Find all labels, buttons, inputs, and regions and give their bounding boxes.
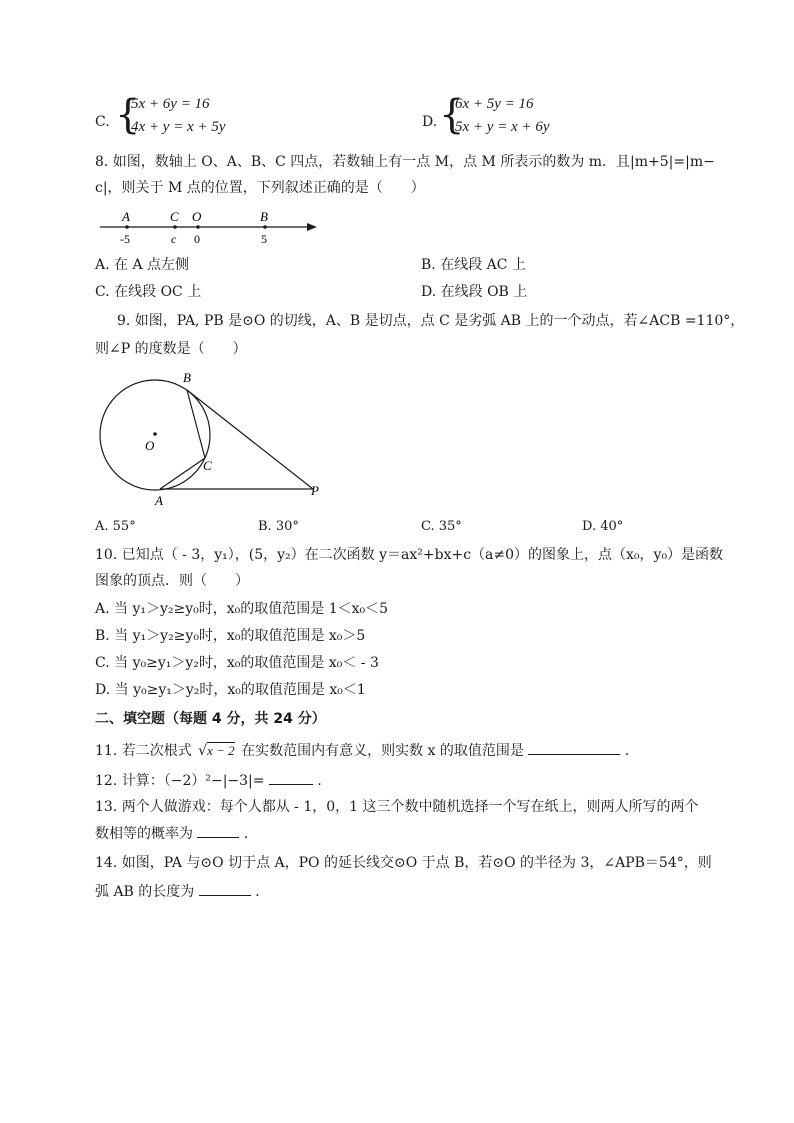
q14-end: ． [255, 884, 270, 900]
q10-stem-line2: 图象的顶点．则（ ） [95, 573, 249, 589]
brace-symbol: { [115, 92, 141, 138]
q11-pre: 11. 若二次根式 [95, 743, 192, 759]
q13-line2 [95, 823, 258, 844]
label-a: A [122, 209, 130, 224]
q13-end: ． [243, 826, 258, 842]
label-o: O [145, 438, 155, 453]
q10-stem-line1: 10. 已知点（ - 3，y₁），(5，y₂）在二次函数 y＝ax²+bx+c（a≠0）的图象上，点（x₀，y₀）是函数 [95, 547, 724, 563]
q9-option-a: A. 55° [95, 519, 136, 534]
q14-answer-blank[interactable] [199, 881, 251, 896]
q10-option-c: C. 当 y₀≥y₁＞y₂时，x₀的取值范围是 x₀＜ - 3 [95, 655, 379, 671]
q8-option-b: B. 在线段 AC 上 [421, 257, 526, 273]
label-b: B [183, 370, 191, 385]
q8-option-a: A. 在 A 点左侧 [95, 257, 190, 273]
chord-ca [160, 458, 205, 489]
q7-option-c-system [115, 92, 255, 140]
point-o-dot [196, 225, 200, 229]
point-c-dot [173, 225, 177, 229]
q10-option-d: D. 当 y₀≥y₁＞y₂时，x₀的取值范围是 x₀＜1 [95, 682, 366, 698]
label-a: A [155, 493, 163, 508]
q14-line2 [95, 881, 269, 902]
q7-option-c-eq2: 4x + y = x + 5y [131, 119, 226, 135]
q7-option-d-label: D. [422, 114, 438, 130]
q7-option-d-system [439, 92, 579, 140]
q12-text: 12. 计算：（−2）²−|−3|= [95, 773, 265, 789]
q8-option-d: D. 在线段 OB 上 [421, 284, 528, 300]
q9-stem-line2: 则∠P 的度数是（ ） [95, 341, 247, 357]
q9-option-d: D. 40° [582, 519, 624, 534]
sqrt-icon: √ [198, 743, 208, 759]
q7-option-c-label: C. [95, 114, 110, 130]
q12-end: ． [317, 773, 332, 789]
section-fill-in-heading: 二、填空题（每题 4 分，共 24 分） [95, 711, 326, 727]
q9-option-c: C. 35° [421, 519, 462, 534]
chord-bc [187, 390, 205, 458]
q12-line [95, 770, 331, 791]
q7-option-c-eq1: 5x + 6y = 16 [131, 96, 210, 112]
q14-stem-line1: 14. 如图，PA 与⊙O 切于点 A，PO 的延长线交⊙O 于点 B，若⊙O 的半径为 3，∠APB＝54°，则 [95, 855, 712, 871]
q7-option-d-eq2: 5x + y = x + 6y [455, 119, 550, 135]
label-b: B [260, 209, 268, 224]
q13-text: 数相等的概率为 [95, 826, 193, 842]
q14-text: 弧 AB 的长度为 [95, 884, 195, 900]
center-dot [153, 432, 157, 436]
q11-sqrt [198, 741, 234, 761]
label-o: O [192, 209, 202, 224]
value-a: -5 [120, 232, 130, 246]
q8-option-c: C. 在线段 OC 上 [95, 284, 202, 300]
value-b: 5 [261, 232, 267, 246]
q7-option-d-eq1: 6x + 5y = 16 [455, 96, 534, 112]
q13-stem-line1: 13. 两个人做游戏：每个人都从 - 1，0，1 这三个数中随机选择一个写在纸上，则两人所写的两个 [95, 799, 699, 815]
tangent-pb [187, 390, 313, 489]
value-o: 0 [194, 232, 200, 246]
q8-stem-line2: c|，则关于 M 点的位置，下列叙述正确的是（ ） [95, 180, 425, 196]
q12-answer-blank[interactable] [269, 770, 313, 785]
q11-line [95, 740, 639, 761]
q11-end: ． [624, 743, 639, 759]
value-c: c [171, 232, 177, 246]
point-a-dot [125, 225, 129, 229]
label-p: P [311, 483, 319, 498]
number-line-arrow-icon [307, 223, 317, 231]
label-c: C [203, 458, 212, 473]
q10-option-b: B. 当 y₁＞y₂≥y₀时，x₀的取值范围是 x₀＞5 [95, 628, 366, 644]
q13-answer-blank[interactable] [197, 823, 239, 838]
label-c: C [170, 209, 179, 224]
q9-circle-tangent-figure [95, 365, 335, 510]
q11-radicand: x − 2 [207, 743, 235, 758]
q8-number-line [95, 205, 335, 249]
q8-stem-line1: 8. 如图，数轴上 O、A、B、C 四点，若数轴上有一点 M，点 M 所表示的数为 m．且|m+5|=|m− [95, 154, 715, 170]
q9-option-b: B. 30° [258, 519, 299, 534]
brace-symbol: { [439, 92, 465, 138]
q9-stem-line1: 9. 如图，PA, PB 是⊙O 的切线，A、B 是切点，点 C 是劣弧 AB 上的一个动点，若∠ACB =110°， [117, 313, 745, 329]
q11-post: 在实数范围内有意义，则实数 x 的取值范围是 [241, 743, 524, 759]
point-b-dot [263, 225, 267, 229]
q11-answer-blank[interactable] [528, 740, 620, 755]
q10-option-a: A. 当 y₁＞y₂≥y₀时，x₀的取值范围是 1＜x₀＜5 [95, 601, 389, 617]
